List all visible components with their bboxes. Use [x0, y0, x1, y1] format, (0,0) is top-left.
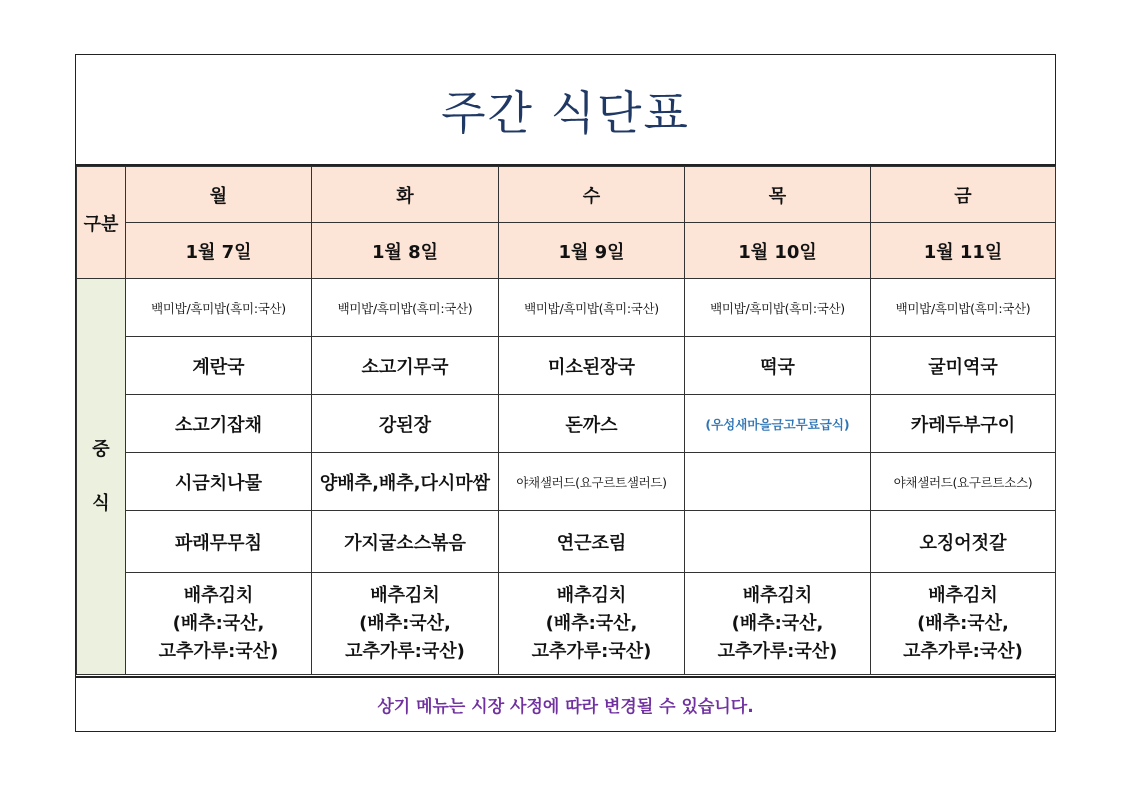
menu-sheet [75, 54, 1056, 732]
menu-cell: 가지굴소스볶음 [312, 511, 499, 573]
menu-cell: 야채샐러드(요구르트소스) [871, 453, 1056, 511]
date-mon: 1월 7일 [126, 223, 312, 279]
menu-cell: 소고기잡채 [126, 395, 312, 453]
kimchi-line: 고추가루:국산) [903, 640, 1023, 662]
menu-cell: 파래무무침 [126, 511, 312, 573]
menu-cell: 오징어젓갈 [871, 511, 1056, 573]
menu-row-soup [77, 337, 1056, 395]
kimchi-line: (배추:국산, [917, 612, 1009, 634]
weekday-fri: 금 [871, 167, 1056, 223]
menu-row-main [77, 395, 1056, 453]
menu-cell: 연근조림 [499, 511, 685, 573]
page-title: 주간 식단표 [76, 55, 1055, 166]
kimchi-line: 배추김치 [183, 584, 254, 606]
kimchi-cell [126, 573, 312, 675]
weekday-mon: 월 [126, 167, 312, 223]
meal-label [77, 279, 126, 675]
menu-row-rice [77, 279, 1056, 337]
menu-cell: 떡국 [685, 337, 871, 395]
weekday-thu: 목 [685, 167, 871, 223]
menu-cell: 계란국 [126, 337, 312, 395]
date-fri: 1월 11일 [871, 223, 1056, 279]
menu-cell: 굴미역국 [871, 337, 1056, 395]
menu-cell: 시금치나물 [126, 453, 312, 511]
menu-row-kimchi [77, 573, 1056, 675]
menu-table [76, 166, 1056, 675]
free-meal-note: (우성새마을금고무료급식) [685, 395, 871, 453]
menu-cell: 백미밥/흑미밥(흑미:국산) [312, 279, 499, 337]
menu-cell: 백미밥/흑미밥(흑미:국산) [685, 279, 871, 337]
menu-cell [685, 511, 871, 573]
date-row [77, 223, 1056, 279]
kimchi-line: 배추김치 [742, 584, 813, 606]
kimchi-line: 배추김치 [556, 584, 627, 606]
menu-cell: 백미밥/흑미밥(흑미:국산) [126, 279, 312, 337]
kimchi-line: 배추김치 [370, 584, 440, 606]
kimchi-line: (배추:국산, [545, 612, 638, 634]
menu-cell: 카레두부구이 [871, 395, 1056, 453]
menu-cell: 미소된장국 [499, 337, 685, 395]
menu-cell: 백미밥/흑미밥(흑미:국산) [871, 279, 1056, 337]
meal-label-char-2: 식 [92, 492, 110, 514]
weekday-wed: 수 [499, 167, 685, 223]
kimchi-line: 고추가루:국산) [345, 640, 465, 662]
kimchi-line: 고추가루:국산) [531, 640, 652, 662]
kimchi-line: 고추가루:국산) [717, 640, 838, 662]
kimchi-cell [685, 573, 871, 675]
menu-cell: 양배추,배추,다시마쌈 [312, 453, 499, 511]
weekday-row [77, 167, 1056, 223]
meal-label-char-1: 중 [92, 438, 110, 460]
menu-row-side-2 [77, 511, 1056, 573]
date-thu: 1월 10일 [685, 223, 871, 279]
date-wed: 1월 9일 [499, 223, 685, 279]
menu-cell: 돈까스 [499, 395, 685, 453]
weekday-tue: 화 [312, 167, 499, 223]
menu-cell: 소고기무국 [312, 337, 499, 395]
kimchi-line: 고추가루:국산) [158, 640, 279, 662]
kimchi-line: (배추:국산, [172, 612, 265, 634]
category-label: 구분 [77, 167, 126, 279]
menu-cell: 백미밥/흑미밥(흑미:국산) [499, 279, 685, 337]
date-tue: 1월 8일 [312, 223, 499, 279]
menu-cell: 야채샐러드(요구르트샐러드) [499, 453, 685, 511]
kimchi-cell [312, 573, 499, 675]
kimchi-line: 배추김치 [928, 584, 998, 606]
kimchi-line: (배추:국산, [731, 612, 824, 634]
menu-row-side-1 [77, 453, 1056, 511]
kimchi-cell [499, 573, 685, 675]
footer-note: 상기 메뉴는 시장 사정에 따라 변경될 수 있습니다. [76, 676, 1055, 731]
kimchi-cell [871, 573, 1056, 675]
menu-cell [685, 453, 871, 511]
menu-cell: 강된장 [312, 395, 499, 453]
kimchi-line: (배추:국산, [359, 612, 451, 634]
